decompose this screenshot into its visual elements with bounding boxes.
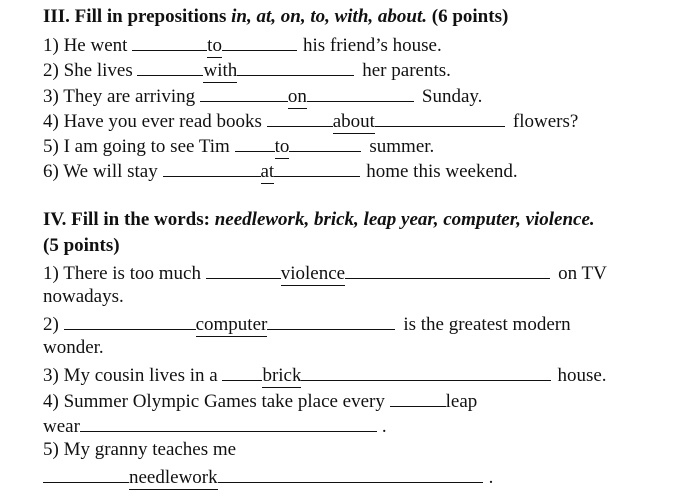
blank-line <box>274 158 360 177</box>
blank-line <box>237 57 354 76</box>
blank-line <box>132 32 207 51</box>
section4-item-5-cont <box>43 464 493 486</box>
section4-item-1-cont: nowadays. <box>43 286 124 307</box>
section4-item-4-cont <box>43 413 387 435</box>
blank-line <box>390 388 446 407</box>
section3-item-3 <box>43 83 482 105</box>
answer-text: needlework <box>129 467 218 488</box>
item-end: . <box>488 467 494 488</box>
answer-text: to <box>274 136 290 157</box>
blank-line <box>289 133 361 152</box>
blank-line <box>301 362 551 381</box>
item-prefix: 3) They are arriving <box>43 86 200 107</box>
blank-line <box>222 362 262 381</box>
item-prefix: 2) She lives <box>43 60 138 81</box>
blank-line <box>222 32 297 51</box>
answer-text: violence <box>280 263 346 284</box>
blank-line <box>43 464 129 483</box>
item-suffix: house. <box>557 365 607 386</box>
section4-heading <box>43 209 595 231</box>
blank-line <box>218 464 483 483</box>
item-suffix: is the greatest modern <box>403 314 571 335</box>
blank-line <box>235 133 275 152</box>
item-suffix: Sunday. <box>421 86 483 107</box>
blank-line <box>345 260 550 279</box>
blank-line <box>307 83 414 102</box>
section4-item-1 <box>43 260 607 282</box>
section3-item-6 <box>43 158 518 180</box>
section4-item-5: 5) My granny teaches me <box>43 439 237 460</box>
item-suffix: flowers? <box>512 111 579 132</box>
blank-line <box>137 57 203 76</box>
item-prefix: 3) My cousin lives in a <box>43 365 223 386</box>
answer-text: on <box>287 86 307 107</box>
item-prefix: 4) Have you ever read books <box>43 111 267 132</box>
item-prefix: 1) He went <box>43 35 133 56</box>
item-prefix: 4) Summer Olympic Games take place every <box>43 391 390 412</box>
item-prefix: 5) I am going to see Tim <box>43 136 235 157</box>
item-suffix: summer. <box>369 136 435 157</box>
section4-item-2 <box>43 311 571 333</box>
blank-line <box>375 108 505 127</box>
blank-line <box>206 260 281 279</box>
blank-line <box>163 158 261 177</box>
item-suffix: her parents. <box>362 60 451 81</box>
blank-line <box>200 83 288 102</box>
blank-line <box>267 311 395 330</box>
section4-item-4 <box>43 388 477 410</box>
section4-points: (5 points) <box>43 235 120 256</box>
section4-item-3 <box>43 362 607 384</box>
answer-text: with <box>203 60 238 81</box>
section4-heading-prefix: IV. Fill in the words: <box>43 209 215 230</box>
section3-item-2 <box>43 57 451 79</box>
answer-text: wear <box>43 416 80 437</box>
section4-heading-words: needlework, brick, leap year, computer, violence. <box>214 209 595 230</box>
section3-item-1 <box>43 32 442 54</box>
section3-heading <box>43 6 508 28</box>
section3-item-5 <box>43 133 434 155</box>
section3-item-4 <box>43 108 578 130</box>
answer-text: at <box>260 161 275 182</box>
item-suffix: home this weekend. <box>366 161 518 182</box>
section3-heading-words: in, at, on, to, with, about. <box>231 6 427 27</box>
item-prefix: 1) There is too much <box>43 263 206 284</box>
blank-line <box>64 311 196 330</box>
section4-item-2-cont: wonder. <box>43 337 104 358</box>
answer-text: about <box>332 111 375 132</box>
section3-heading-prefix: III. Fill in prepositions <box>43 6 232 27</box>
item-suffix: his friend’s house. <box>302 35 442 56</box>
section3-heading-points: (6 points) <box>427 6 509 27</box>
answer-text: brick <box>262 365 302 386</box>
item-prefix: 2) <box>43 314 64 335</box>
blank-line <box>267 108 333 127</box>
item-end: . <box>381 416 387 437</box>
item-suffix: on TV <box>558 263 607 284</box>
item-prefix: 6) We will stay <box>43 161 163 182</box>
answer-text: computer <box>195 314 268 335</box>
answer-text: to <box>207 35 222 56</box>
blank-line <box>80 413 377 432</box>
answer-text: leap <box>445 391 478 412</box>
